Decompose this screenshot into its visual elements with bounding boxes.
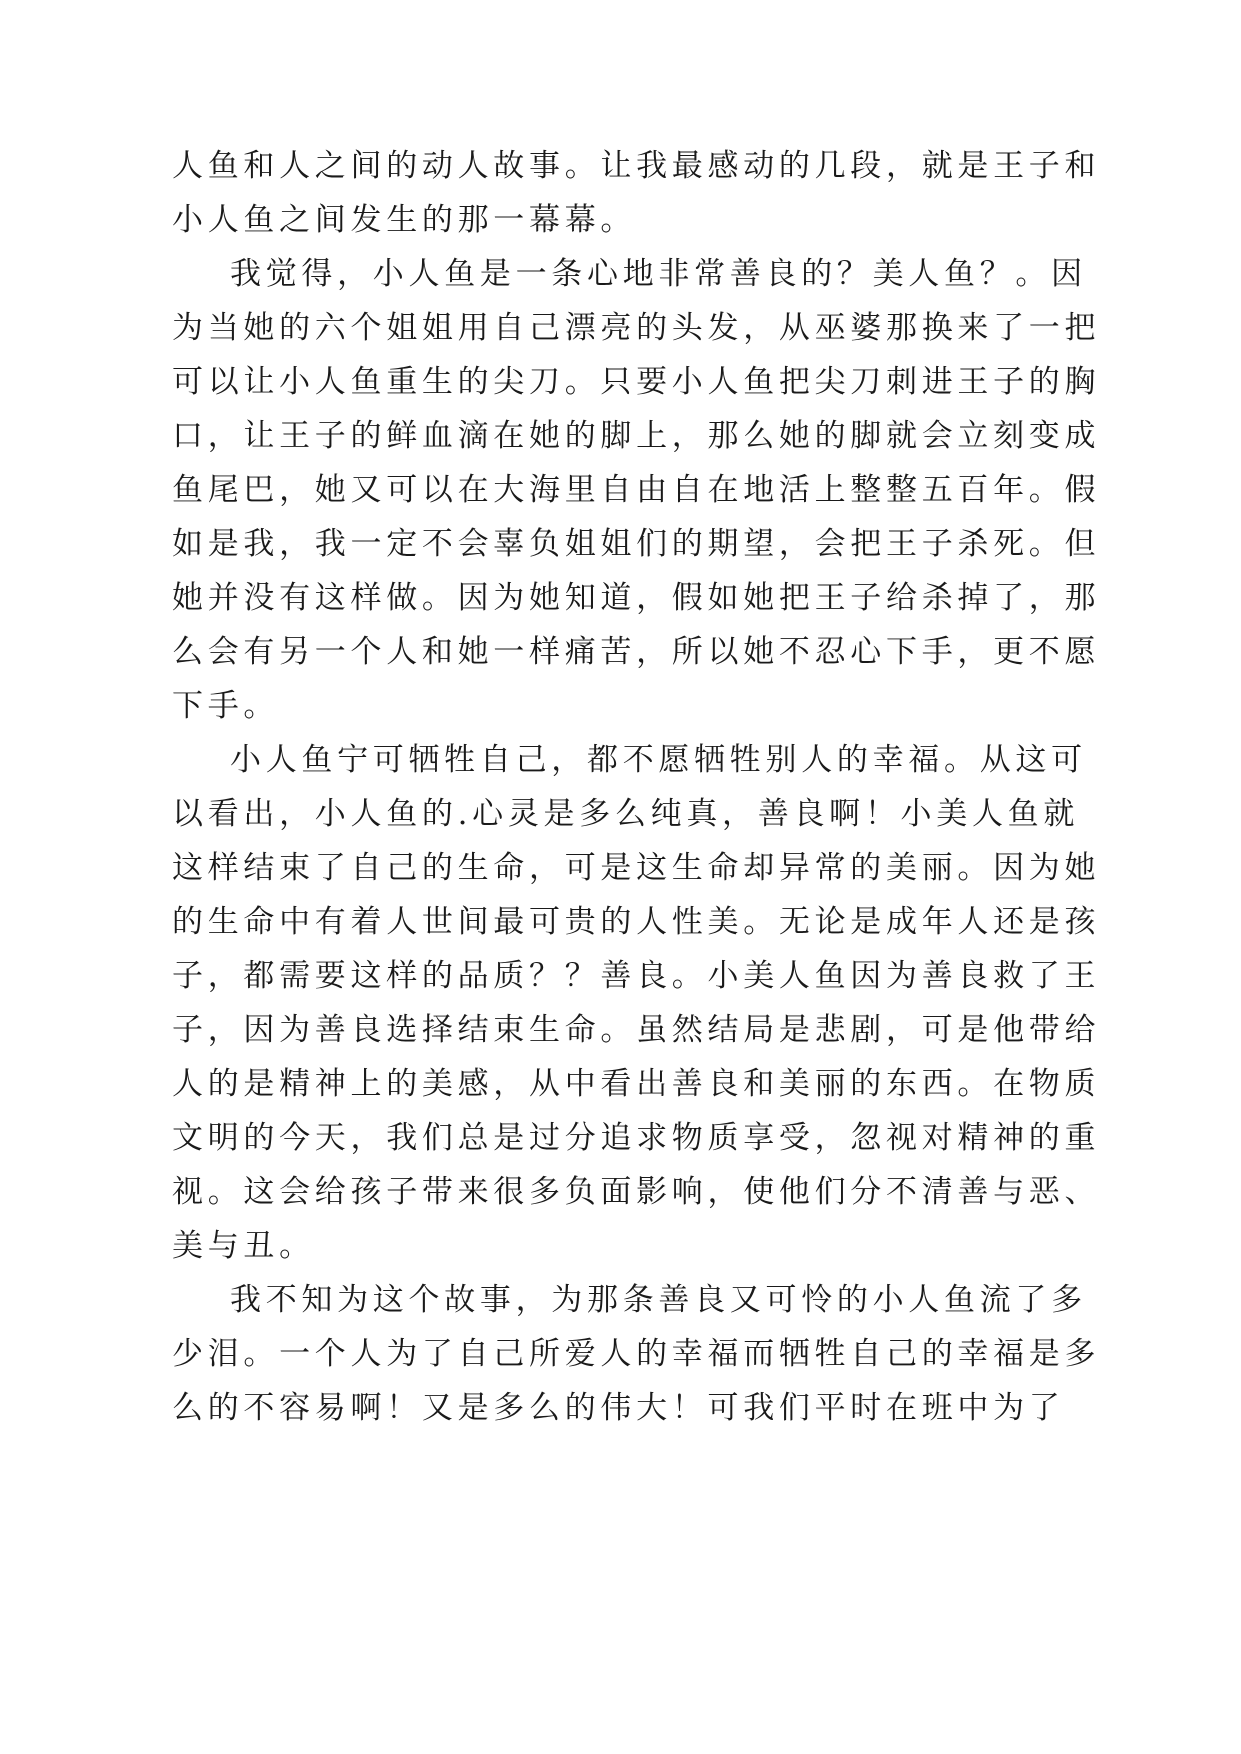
text-line: 视。这会给孩子带来很多负面影响，使他们分不清善与恶、 <box>172 1174 1101 1210</box>
text-line: 口，让王子的鲜血滴在她的脚上，那么她的脚就会立刻变成 <box>172 418 1101 454</box>
text-line: 么的不容易啊！又是多么的伟大！可我们平时在班中为了 <box>172 1390 1065 1426</box>
paragraph-first-line: 我不知为这个故事，为那条善良又可怜的小人鱼流了多 <box>230 1282 1087 1318</box>
text-line: 美与丑。 <box>172 1228 315 1264</box>
text-line: 子，都需要这样的品质？？善良。小美人鱼因为善良救了王 <box>172 958 1101 994</box>
text-line: 她并没有这样做。因为她知道，假如她把王子给杀掉了，那 <box>172 580 1101 616</box>
text-line: 子，因为善良选择结束生命。虽然结局是悲剧，可是他带给 <box>172 1012 1101 1048</box>
text-line: 的生命中有着人世间最可贵的人性美。无论是成年人还是孩 <box>172 904 1101 940</box>
text-line: 这样结束了自己的生命，可是这生命却异常的美丽。因为她 <box>172 850 1101 886</box>
text-line: 人的是精神上的美感，从中看出善良和美丽的东西。在物质 <box>172 1066 1101 1102</box>
text-line: 文明的今天，我们总是过分追求物质享受，忽视对精神的重 <box>172 1120 1101 1156</box>
text-line: 鱼尾巴，她又可以在大海里自由自在地活上整整五百年。假 <box>172 472 1101 508</box>
text-line: 少泪。一个人为了自己所爱人的幸福而牺牲自己的幸福是多 <box>172 1336 1101 1372</box>
text-line: 如是我，我一定不会辜负姐姐们的期望，会把王子杀死。但 <box>172 526 1101 562</box>
text-line: 么会有另一个人和她一样痛苦，所以她不忍心下手，更不愿 <box>172 634 1101 670</box>
text-line: 可以让小人鱼重生的尖刀。只要小人鱼把尖刀刺进王子的胸 <box>172 364 1101 400</box>
text-line: 下手。 <box>172 688 280 724</box>
paragraph-first-line: 我觉得，小人鱼是一条心地非常善良的？美人鱼？。因 <box>230 256 1087 292</box>
text-line: 小人鱼之间发生的那一幕幕。 <box>172 202 637 238</box>
paragraph-first-line: 小人鱼宁可牺牲自己，都不愿牺牲别人的幸福。从这可 <box>230 742 1087 778</box>
text-line: 人鱼和人之间的动人故事。让我最感动的几段，就是王子和 <box>172 148 1101 184</box>
text-line: 以看出，小人鱼的.心灵是多么纯真，善良啊！小美人鱼就 <box>172 796 1080 832</box>
text-line: 为当她的六个姐姐用自己漂亮的头发，从巫婆那换来了一把 <box>172 310 1101 346</box>
